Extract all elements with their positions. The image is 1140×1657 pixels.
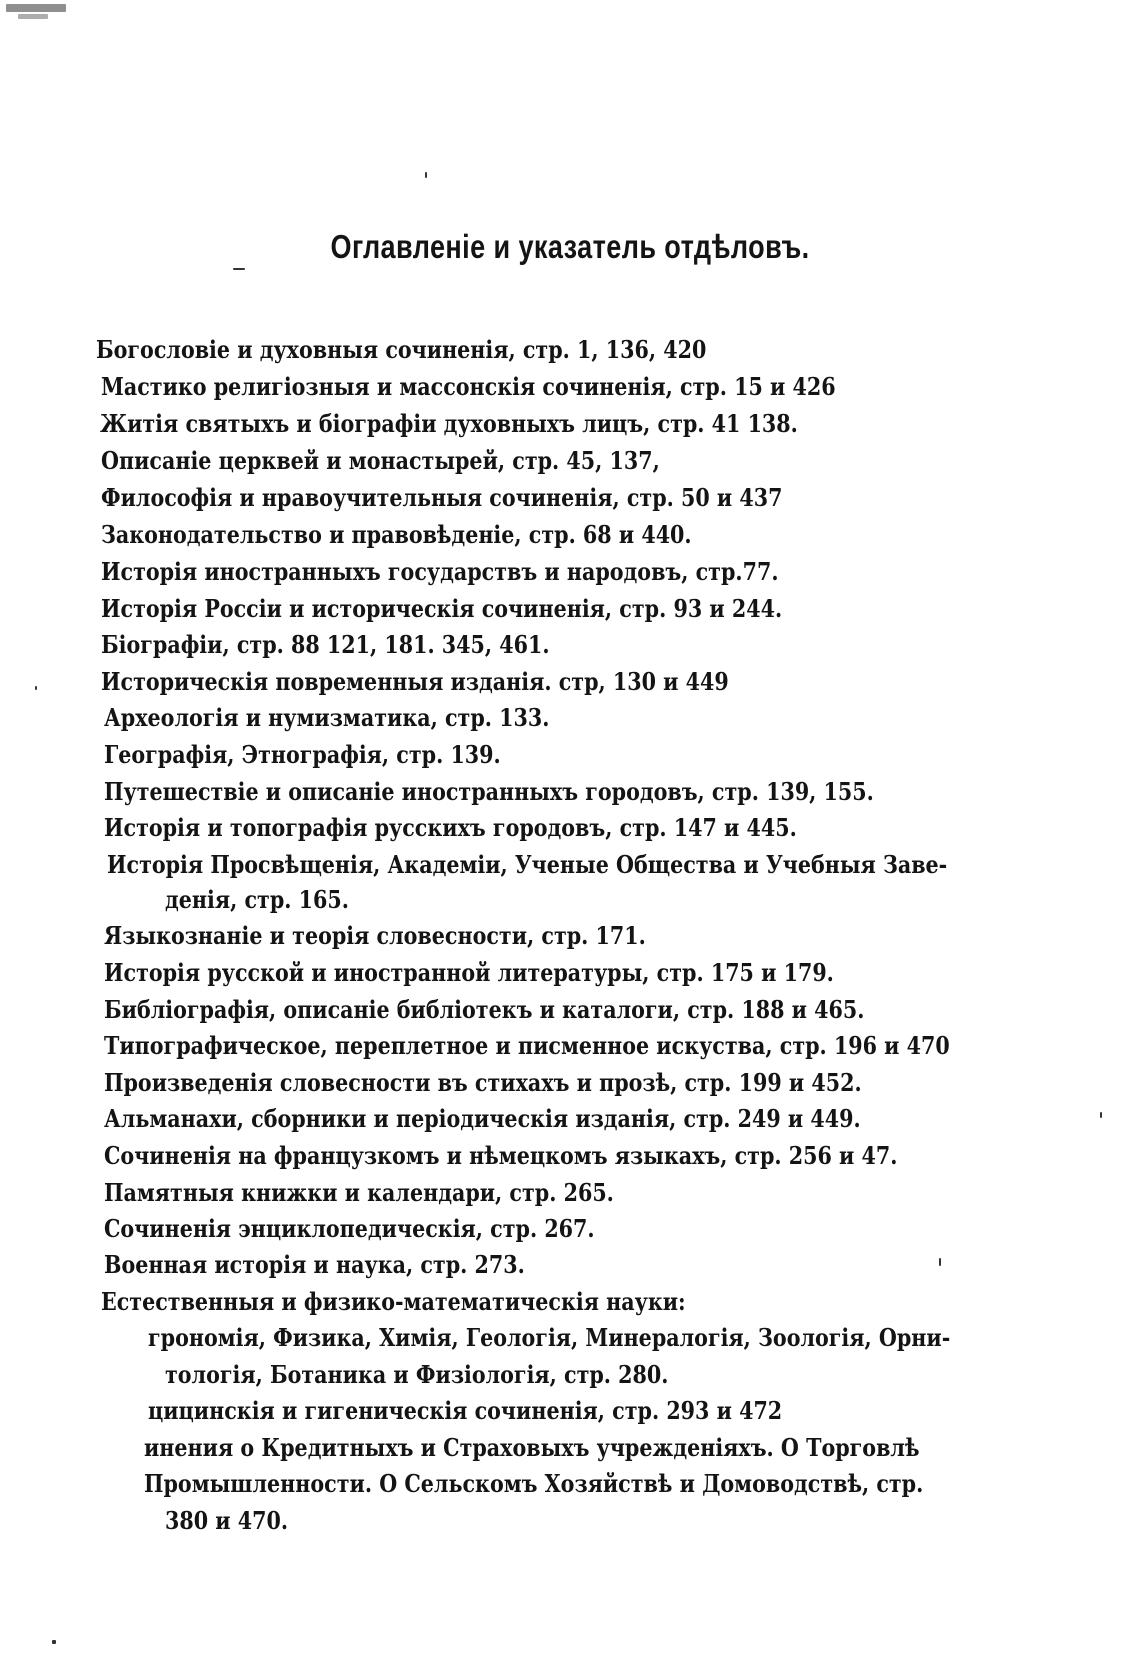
toc-entry: инения о Кредитныхъ и Страховыхъ учрежденіяхъ. О Торговлѣ	[144, 1433, 920, 1462]
toc-entry: Исторія и топографія русскихъ городовъ, стр. 147 и 445.	[104, 813, 797, 842]
toc-entry: Историческія повременныя изданія. стр, 130 и 449	[101, 667, 729, 696]
toc-entry: Исторія русской и иностранной литературы, стр. 175 и 179.	[104, 958, 834, 987]
toc-entry: Богословіе и духовныя сочиненія, стр. 1, 136, 420	[96, 335, 707, 364]
toc-entry: Языкознаніе и теорія словесности, стр. 171.	[104, 921, 646, 950]
toc-entry: Мастико религіозныя и массонскія сочиненія, стр. 15 и 426	[101, 372, 836, 401]
toc-entry: Житія святыхъ и біографіи духовныхъ лицъ, стр. 41 138.	[100, 409, 798, 438]
toc-entry: Сочиненія энциклопедическія, стр. 267.	[104, 1214, 595, 1243]
toc-entry: Памятныя книжки и календари, стр. 265.	[104, 1178, 614, 1207]
toc-entry: Философія и нравоучительныя сочиненія, стр. 50 и 437	[101, 483, 783, 512]
toc-entry: Путешествіе и описаніе иностранныхъ городовъ, стр. 139, 155.	[104, 777, 874, 806]
toc-entry: цицинскія и гигеническія сочиненія, стр. 293 и 472	[148, 1396, 783, 1425]
toc-entry: Археологія и нумизматика, стр. 133.	[104, 703, 550, 732]
toc-entry: денія, стр. 165.	[165, 885, 349, 914]
page-title: Оглавленіе и указатель отдѣловъ.	[330, 228, 810, 265]
toc-entry: грономія, Физика, Химія, Геологія, Минералогія, Зоологія, Орни-	[148, 1323, 951, 1352]
toc-entry: Военная исторія и наука, стр. 273.	[104, 1250, 525, 1279]
toc-entry: Типографическое, переплетное и писменное искуства, стр. 196 и 470	[104, 1031, 950, 1060]
toc-entry: Исторія Просвѣщенія, Академіи, Ученые Общества и Учебныя Заве-	[107, 850, 948, 879]
toc-entry: Описаніе церквей и монастырей, стр. 45, 137,	[101, 446, 660, 475]
toc-entry: тологія, Ботаника и Физіологія, стр. 280.	[165, 1360, 669, 1389]
toc-entry: Произведенія словесности въ стихахъ и прозѣ, стр. 199 и 452.	[104, 1068, 862, 1097]
toc-entry: Исторія иностранныхъ государствъ и народовъ, стр.77.	[101, 557, 779, 586]
toc-entry: Исторія Россіи и историческія сочиненія, стр. 93 и 244.	[101, 594, 783, 623]
toc-entry: Естественныя и физико-математическія науки:	[101, 1287, 686, 1316]
toc-entry: Альманахи, сборники и періодическія изданія, стр. 249 и 449.	[104, 1104, 861, 1133]
toc-entry: Промышленности. О Сельскомъ Хозяйствѣ и Домоводствѣ, стр.	[144, 1469, 924, 1498]
toc-entry: Біографіи, стр. 88 121, 181. 345, 461.	[101, 630, 550, 659]
toc-entry: 380 и 470.	[165, 1506, 289, 1535]
toc-entry: Сочиненія на французкомъ и нѣмецкомъ языкахъ, стр. 256 и 47.	[104, 1141, 898, 1170]
toc-entry: Библіографія, описаніе библіотекъ и каталоги, стр. 188 и 465.	[104, 995, 865, 1024]
toc-entry: Законодательство и правовѣденіе, стр. 68 и 440.	[101, 520, 692, 549]
toc-entry: Географія, Этнографія, стр. 139.	[104, 740, 501, 769]
